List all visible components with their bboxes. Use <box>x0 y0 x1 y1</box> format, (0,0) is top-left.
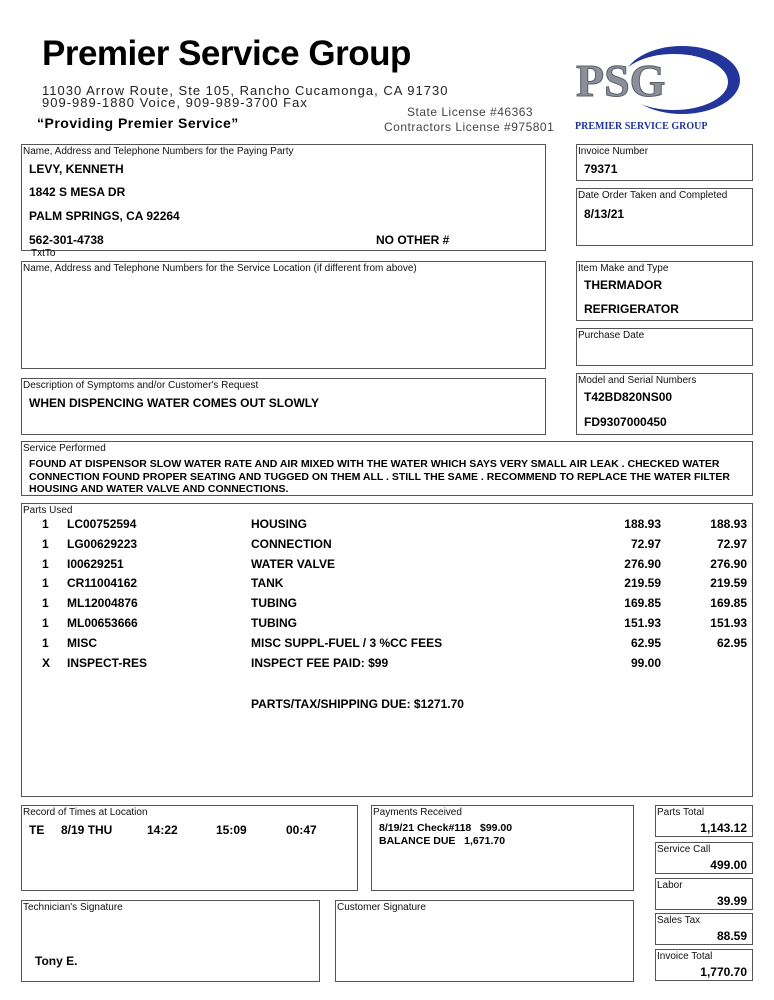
symptoms-box <box>21 378 546 435</box>
psg-logo-swoosh <box>570 44 746 122</box>
part-qty: 1 <box>42 536 49 551</box>
parts-used-box <box>21 503 753 797</box>
times-start: 14:22 <box>147 823 178 837</box>
paying-party-name: LEVY, KENNETH <box>29 162 124 176</box>
part-description: TANK <box>251 576 284 591</box>
part-description: INSPECT FEE PAID: $99 <box>251 655 389 670</box>
part-qty: 1 <box>42 517 49 531</box>
part-description: WATER VALVE <box>251 556 335 571</box>
purchase-date-box <box>576 328 753 366</box>
invoice-number-box <box>576 144 753 181</box>
date-order-value: 8/13/21 <box>584 207 625 221</box>
part-extended-price: 151.93 <box>710 616 747 630</box>
part-unit-price: 169.85 <box>624 596 661 611</box>
times-elapsed: 00:47 <box>286 823 317 837</box>
serial-number: FD9307000450 <box>584 415 667 429</box>
times-tech: TE <box>29 823 45 837</box>
logo-caption: PREMIER SERVICE GROUP <box>575 121 708 132</box>
customer-signature-box <box>335 900 634 982</box>
times-end: 15:09 <box>216 823 247 837</box>
part-extended-price: 169.85 <box>710 596 747 611</box>
technician-signature-label: Technician's Signature <box>23 902 123 913</box>
part-number: LC00752594 <box>67 517 137 531</box>
parts-used-label: Parts Used <box>23 505 73 516</box>
service-performed-text: FOUND AT DISPENSOR SLOW WATER RATE AND AIR MIXED WITH THE WATER WHICH SAYS VERY SMALL AIR LEAK . CHECKED WATER CONNECTION FOUND PROPER SEATING AND TUGGED ON THEM ALL . STILL THE SAME . RECOMMEND TO REPLACE THE WATER FILTER HOUSING AND WATER VALVE AND CONNECTIONS. <box>29 458 730 495</box>
psg-logo <box>570 44 746 134</box>
date-order-box <box>576 188 753 246</box>
part-unit-price: 72.97 <box>630 536 661 551</box>
table-row <box>22 576 752 594</box>
state-license: State License #46363 <box>407 105 534 119</box>
part-unit-price: 188.93 <box>624 517 661 531</box>
item-make-label: Item Make and Type <box>578 263 669 274</box>
logo-text: PSG <box>576 55 666 106</box>
service-performed-label: Service Performed <box>23 443 106 454</box>
paying-party-box <box>21 144 546 251</box>
technician-signature-box <box>21 900 320 982</box>
payments-label: Payments Received <box>373 807 462 818</box>
company-address: 11030 Arrow Route, Ste 105, Rancho Cucamonga, CA 91730 <box>42 83 449 98</box>
payments-box <box>371 805 634 891</box>
part-extended-price: 188.93 <box>710 517 747 531</box>
service-location-box <box>21 261 546 369</box>
contractors-license: Contractors License #975801 <box>384 120 555 134</box>
parts-total-box <box>655 805 753 837</box>
table-row <box>22 596 752 614</box>
part-description: CONNECTION <box>251 536 332 551</box>
part-qty: 1 <box>42 576 49 591</box>
company-phone: 909-989-1880 Voice, 909-989-3700 Fax <box>42 95 308 110</box>
part-unit-price: 99.00 <box>630 655 661 670</box>
balance-due: BALANCE DUE 1,671.70 <box>379 835 506 847</box>
model-number: T42BD820NS00 <box>584 390 673 404</box>
part-number: LG00629223 <box>67 536 138 551</box>
paying-party-city: PALM SPRINGS, CA 92264 <box>29 209 180 223</box>
model-serial-box <box>576 373 753 435</box>
txtto-note: TxtTo <box>31 248 56 259</box>
part-number: CR11004162 <box>67 576 138 591</box>
payment-line: 8/19/21 Check#118 $99.00 <box>379 822 513 834</box>
part-description: HOUSING <box>251 517 308 531</box>
sales-tax-value: 88.59 <box>716 929 747 943</box>
part-description: TUBING <box>251 596 297 611</box>
service-call-value: 499.00 <box>710 858 747 872</box>
sales-tax-label: Sales Tax <box>657 915 701 926</box>
table-row <box>22 636 752 654</box>
table-row <box>22 656 752 674</box>
company-name: Premier Service Group <box>42 34 411 73</box>
part-number: INSPECT-RES <box>67 655 148 670</box>
paying-party-other: NO OTHER # <box>376 233 450 247</box>
part-qty: X <box>42 655 51 670</box>
part-qty: 1 <box>42 616 49 630</box>
part-unit-price: 62.95 <box>630 635 661 650</box>
service-call-label: Service Call <box>657 844 711 855</box>
customer-signature-label: Customer Signature <box>337 902 426 913</box>
paying-party-label: Name, Address and Telephone Numbers for the Paying Party <box>23 146 294 157</box>
table-row <box>22 537 752 555</box>
part-extended-price: 62.95 <box>716 635 747 650</box>
company-slogan: “Providing Premier Service” <box>37 115 239 131</box>
invoice-total-label: Invoice Total <box>657 951 713 962</box>
times-label: Record of Times at Location <box>23 807 148 818</box>
part-number: I00629251 <box>67 556 124 571</box>
service-location-label: Name, Address and Telephone Numbers for the Service Location (if different from above) <box>23 263 417 274</box>
part-description: TUBING <box>251 616 297 630</box>
paying-party-phone: 562-301-4738 <box>29 233 104 247</box>
invoice-total-value: 1,770.70 <box>700 965 747 979</box>
part-qty: 1 <box>42 635 49 650</box>
paying-party-street: 1842 S MESA DR <box>29 185 126 199</box>
part-unit-price: 151.93 <box>624 616 661 630</box>
table-row <box>22 517 752 535</box>
item-make: THERMADOR <box>584 278 662 292</box>
part-unit-price: 276.90 <box>624 556 661 571</box>
part-qty: 1 <box>42 556 49 571</box>
item-type: REFRIGERATOR <box>584 302 679 316</box>
technician-name: Tony E. <box>35 954 78 968</box>
part-qty: 1 <box>42 596 49 611</box>
table-row <box>22 557 752 575</box>
table-row <box>22 616 752 634</box>
parts-total-label: Parts Total <box>657 807 705 818</box>
labor-box <box>655 878 753 910</box>
service-call-box <box>655 842 753 874</box>
invoice-total-box <box>655 949 753 981</box>
labor-value: 39.99 <box>716 894 747 908</box>
times-date: 8/19 THU <box>61 823 113 837</box>
model-serial-label: Model and Serial Numbers <box>578 375 697 386</box>
symptoms-value: WHEN DISPENCING WATER COMES OUT SLOWLY <box>29 396 320 410</box>
symptoms-label: Description of Symptoms and/or Customer's Request <box>23 380 259 391</box>
labor-label: Labor <box>657 880 683 891</box>
service-performed-box <box>21 441 753 496</box>
parts-total-value: 1,143.12 <box>700 821 747 835</box>
part-description: MISC SUPPL-FUEL / 3 %CC FEES <box>251 635 443 650</box>
part-extended-price: 276.90 <box>710 556 747 571</box>
invoice-number-label: Invoice Number <box>578 146 649 157</box>
date-order-label: Date Order Taken and Completed <box>578 190 728 201</box>
part-extended-price: 72.97 <box>716 536 747 551</box>
part-number: MISC <box>67 635 97 650</box>
purchase-date-label: Purchase Date <box>578 330 645 341</box>
part-unit-price: 219.59 <box>624 576 661 591</box>
part-number: ML00653666 <box>67 616 138 630</box>
sales-tax-box <box>655 913 753 945</box>
item-make-box <box>576 261 753 321</box>
parts-due: PARTS/TAX/SHIPPING DUE: $1271.70 <box>251 697 464 711</box>
times-box <box>21 805 358 891</box>
part-extended-price: 219.59 <box>710 576 747 591</box>
invoice-number: 79371 <box>584 162 618 176</box>
part-number: ML12004876 <box>67 596 138 611</box>
